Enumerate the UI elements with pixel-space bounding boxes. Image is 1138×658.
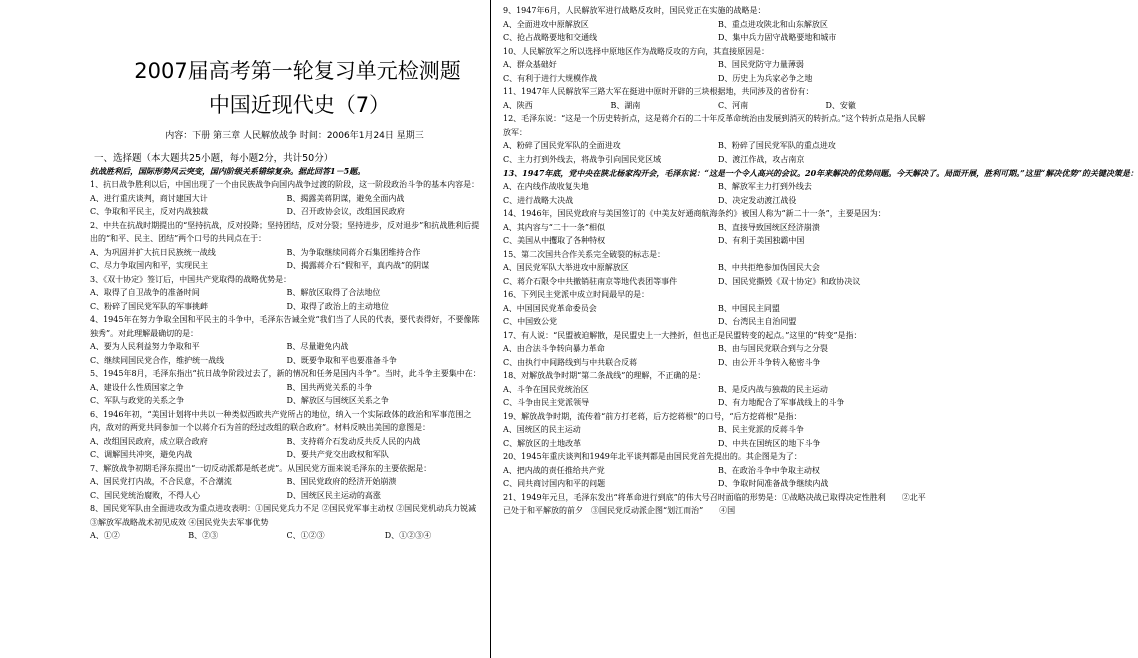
option: A、为巩固并扩大抗日民族统一战线 (90, 247, 216, 257)
question-text: 12、毛泽东说：“这是一个历史转折点，这是蒋介石的二十年反革命统治由发展到消灭的转折点。”这个转折点是指人民解放军： (503, 114, 926, 137)
option: C、军队与政党的关系之争 (90, 396, 185, 405)
question-text: 9、1947年6月，人民解放军进行战略反攻时，国民党正在实施的战略是： (503, 6, 766, 15)
question-text: 4、1945年在努力争取全国和平民主的斗争中，毛泽东告诫全党“我们当了人民的代表，要代表得好，不要像陈独秀”。对此理解最确切的是： (90, 315, 480, 338)
option: A、建设什么性质国家之争 (90, 382, 184, 392)
option: C、蒋介石限令中共撤销驻南京等地代表团等事件 (503, 276, 678, 286)
option: B、民主党派的反蒋斗争 (718, 425, 804, 434)
option: A、国民党打内战，不合民意，不合潮流 (90, 477, 232, 486)
option: C、同共商讨国内和平的问题 (503, 479, 606, 488)
option: B、②③ (188, 531, 219, 540)
question-text: 11、1947年人民解放军三路大军在挺进中原时开辟的三块根据地，共同涉及的省份有： (503, 87, 814, 96)
option: D、国民党撕毁《双十协定》和政协决议 (718, 276, 861, 286)
option: D、有力地配合了军事战线上的斗争 (718, 398, 845, 407)
option: A、进行重庆谈判，商讨建国大计 (90, 193, 208, 203)
option-row (90, 529, 483, 543)
right-column (503, 4, 1138, 518)
option: C、河南 (718, 100, 749, 110)
question-text: 15、第二次国共合作关系完全破裂的标志是： (503, 249, 666, 259)
option: A、改组国民政府，成立联合政府 (90, 436, 208, 446)
option-row (503, 396, 933, 410)
option: D、历史上为兵家必争之地 (718, 73, 813, 83)
option-row (90, 475, 483, 489)
question-text: 3、《双十协定》签订后，中国共产党取得的战略优势是： (90, 274, 292, 284)
option: B、为争取继续同蒋介石集团维持合作 (286, 247, 421, 257)
option: A、中国国民党革命委员会 (503, 303, 597, 313)
option: D、解放区与国统区关系之争 (286, 396, 389, 405)
option: B、粉碎了国民党军队的重点进攻 (718, 141, 836, 150)
option: D、台湾民主自治同盟 (718, 317, 797, 326)
option-row (503, 58, 933, 72)
option-row (503, 139, 933, 153)
option-row (503, 18, 933, 32)
option-row (90, 381, 483, 395)
question-text: 14、1946年，国民党政府与美国签订的《中美友好通商航海条约》被国人称为“新二十一条”，主要是因为： (503, 209, 886, 218)
option: B、中共拒绝参加伪国民大会 (718, 263, 820, 272)
option: A、其内容与“二十一条”相似 (503, 222, 605, 232)
option: D、有利于美国独霸中国 (718, 236, 805, 245)
option: C、争取和平民主，反对内战独裁 (90, 207, 209, 216)
option-row (90, 300, 483, 314)
option: B、国共两党关系的斗争 (286, 382, 373, 392)
option: D、揭露蒋介石“假和平，真内战”的阴谋 (286, 261, 430, 270)
option: A、国民党军队大举进攻中原解放区 (503, 263, 629, 272)
option-row (90, 259, 483, 273)
option: B、国民党防守力量薄弱 (718, 60, 804, 69)
question-text: 13、1947年底，党中央在陕北杨家沟开会，毛泽东说：“这是一个令人高兴的会议。20年来解决的优势问题。今天解决了。局面开展，胜利可期。”这里“解决优势”的关键决策是： (503, 168, 1138, 178)
option-row (503, 275, 933, 289)
option: C、国民党统治腐败，不得人心 (90, 490, 201, 500)
option: D、①②③④ (384, 531, 432, 540)
option: D、由公开斗争转入秘密斗争 (718, 357, 821, 367)
option: B、国民党政府的经济开始崩溃 (286, 477, 397, 486)
option: A、由合法斗争转向暴力革命 (503, 344, 605, 353)
option: C、中国致公党 (503, 317, 558, 326)
option: C、继续同国民党合作，维护统一战线 (90, 355, 225, 365)
section-note: 抗战胜利后，国际形势风云突变，国内阶级关系错综复杂。据此回答1－5题。 (90, 166, 366, 176)
left-questions (90, 178, 483, 543)
question-text: 6、1946年初，“美国计划将中共以一种类似西欧共产党所占的地位，纳入一个实际政体的政治和军事范围之内，敌对的两党共同参加一个以蒋介石为首的经过改组的联合政府”。材料反映出美国的意图是： (90, 409, 472, 432)
option-row (503, 72, 933, 86)
option-row (503, 437, 933, 451)
option: B、湖南 (610, 100, 641, 110)
option-row (90, 448, 483, 462)
right-questions (503, 4, 1138, 518)
option: D、召开政协会议，改组国民政府 (286, 207, 405, 216)
option: D、取得了政治上的主动地位 (286, 301, 389, 311)
option-row (503, 423, 933, 437)
option-row (503, 302, 933, 316)
option: B、由与国民党联合到与之分裂 (718, 344, 828, 353)
option: C、进行战略大决战 (503, 195, 574, 205)
question-text: 19、解放战争时期，流传着“前方打老蒋，后方挖蒋根”的口号，“后方挖蒋根”是指： (503, 411, 802, 421)
question-text: 16、下列民主党派中成立时间最早的是： (503, 290, 650, 299)
question-text: 5、1945年8月，毛泽东指出“抗日战争阶段过去了，新的情况和任务是国内斗争”。当时，此斗争主要集中在： (90, 369, 481, 378)
option: A、①② (90, 531, 120, 540)
option-row (90, 394, 483, 408)
option: A、取得了自卫战争的准备时间 (90, 288, 200, 297)
option: B、是反内战与独裁的民主运动 (718, 384, 828, 394)
option-row (503, 383, 933, 397)
option: C、①②③ (286, 531, 325, 540)
column-divider (490, 0, 491, 658)
option-row (90, 435, 483, 449)
question-text: 1、抗日战争胜利以后，中国出现了一个由民族战争向国内战争过渡的阶段，这一阶段政治斗争的基本内容是： (90, 180, 480, 189)
question-text: 20、1945年重庆谈判和1949年北平谈判都是由国民党首先提出的。其企图是为了： (503, 452, 802, 461)
option: D、集中兵力固守战略要地和城市 (718, 33, 837, 42)
option: C、由执行中间路线到与中共联合反蒋 (503, 357, 638, 367)
option-row (90, 286, 483, 300)
page-title: 2007届高考第一轮复习单元检测题 (134, 59, 461, 83)
option: D、既要争取和平也要准备斗争 (286, 355, 397, 365)
option: C、有利于进行大规模作战 (503, 73, 598, 83)
option: D、渡江作战，攻占南京 (718, 154, 805, 164)
option: B、支持蒋介石发动反共反人民的内战 (286, 436, 421, 446)
option-row (90, 489, 483, 503)
option-row (503, 99, 933, 113)
option: B、尽量避免内战 (286, 342, 349, 351)
option: D、国统区民主运动的高涨 (286, 490, 381, 500)
option: B、在政治斗争中争取主动权 (718, 465, 820, 475)
option: C、尽力争取国内和平，实现民主 (90, 261, 209, 270)
question-text: 10、人民解放军之所以选择中原地区作为战略反攻的方向，其直接原因是： (503, 46, 770, 56)
option-row (503, 31, 933, 45)
option: A、国统区的民主运动 (503, 425, 581, 434)
option-row (503, 477, 933, 491)
option-row (503, 194, 933, 208)
option-row (90, 192, 483, 206)
option: A、全面进攻中原解放区 (503, 19, 589, 29)
option: C、主力打到外线去，将战争引向国民党区域 (503, 154, 662, 164)
question-text: 7、解放战争初期毛泽东提出“一切反动派都是纸老虎”。从国民党方面来说毛泽东的主要依据是： (90, 463, 432, 473)
option: C、解放区的土地改革 (503, 438, 582, 448)
option: C、斗争由民主党派领导 (503, 398, 590, 407)
question-text: 21、1949年元旦，毛泽东发出“将革命进行到底”的伟大号召时面临的形势是：①战略决战已取得决定性胜利 ②北平已处于和平解放的前夕 ③国民党反动派企图“划江而治” ④国 (503, 492, 926, 515)
option: B、揭露美蒋阴谋，避免全面内战 (286, 193, 405, 203)
option-row (503, 234, 933, 248)
option: A、要为人民利益努力争取和平 (90, 342, 200, 351)
option-row (90, 340, 483, 354)
option: A、斗争在国民党统治区 (503, 384, 589, 394)
option: A、把内战的责任推给共产党 (503, 465, 605, 475)
option: A、在内线作战收复失地 (503, 182, 589, 191)
exam-meta: 内容：下册 第三章 人民解放战争 时间：2006年1月24日 星期三 (165, 131, 424, 141)
option: B、重点进攻陕北和山东解放区 (718, 19, 828, 29)
option: A、粉碎了国民党军队的全面进攻 (503, 141, 621, 150)
option-row (503, 180, 933, 194)
option: C、调解国共冲突，避免内战 (90, 450, 193, 459)
option: B、中国民主同盟 (718, 303, 780, 313)
option-row (503, 356, 933, 370)
option-row (503, 342, 933, 356)
option-row (503, 221, 933, 235)
question-text: 2、中共在抗战时期提出的“坚持抗战，反对投降；坚持团结，反对分裂；坚持进步，反对退步”和抗战胜利后提出的“和平、民主、团结”两个口号的共同点在于： (90, 220, 480, 243)
option: B、直接导致国统区经济崩溃 (718, 222, 820, 232)
option-row (503, 261, 933, 275)
option-row (503, 464, 933, 478)
section-title: 一、选择题（本大题共25小题，每小题2分，共计50分） (94, 153, 334, 164)
option: B、解放军主力打到外线去 (718, 182, 812, 191)
left-column (90, 58, 483, 543)
question-text: 18、对解放战争时期“第二条战线”的理解，不正确的是： (503, 371, 706, 380)
option-row (503, 153, 933, 167)
page-subtitle: 中国近现代史（7） (208, 93, 391, 117)
option: C、美国从中攫取了各种特权 (503, 236, 606, 245)
option: D、安徽 (825, 100, 856, 110)
option-row (503, 315, 933, 329)
option: C、粉碎了国民党军队的军事挑衅 (90, 301, 209, 311)
option: D、决定发动渡江战役 (718, 195, 797, 205)
option-row (90, 246, 483, 260)
option-row (90, 354, 483, 368)
option: B、解放区取得了合法地位 (286, 288, 381, 297)
option: D、要共产党交出政权和军队 (286, 450, 389, 459)
option: A、群众基础好 (503, 60, 557, 69)
option-row (90, 205, 483, 219)
option: C、抢占战略要地和交通线 (503, 33, 598, 42)
option: D、争取时间准备战争继续内战 (718, 479, 829, 488)
option: A、陕西 (503, 100, 533, 110)
question-text: 8、国民党军队由全面进攻改为重点进攻表明：①国民党兵力不足 ②国民党军事主动权 ②国民党机动兵力锐减 ③解放军战略战术初见成效 ④国民党失去军事优势 (90, 504, 477, 527)
question-text: 17、有人说：“民盟被迫解散，是民盟史上一大挫折，但也正是民盟转变的起点。”这里的“转变”是指： (503, 330, 862, 340)
option: D、中共在国统区的地下斗争 (718, 438, 821, 448)
